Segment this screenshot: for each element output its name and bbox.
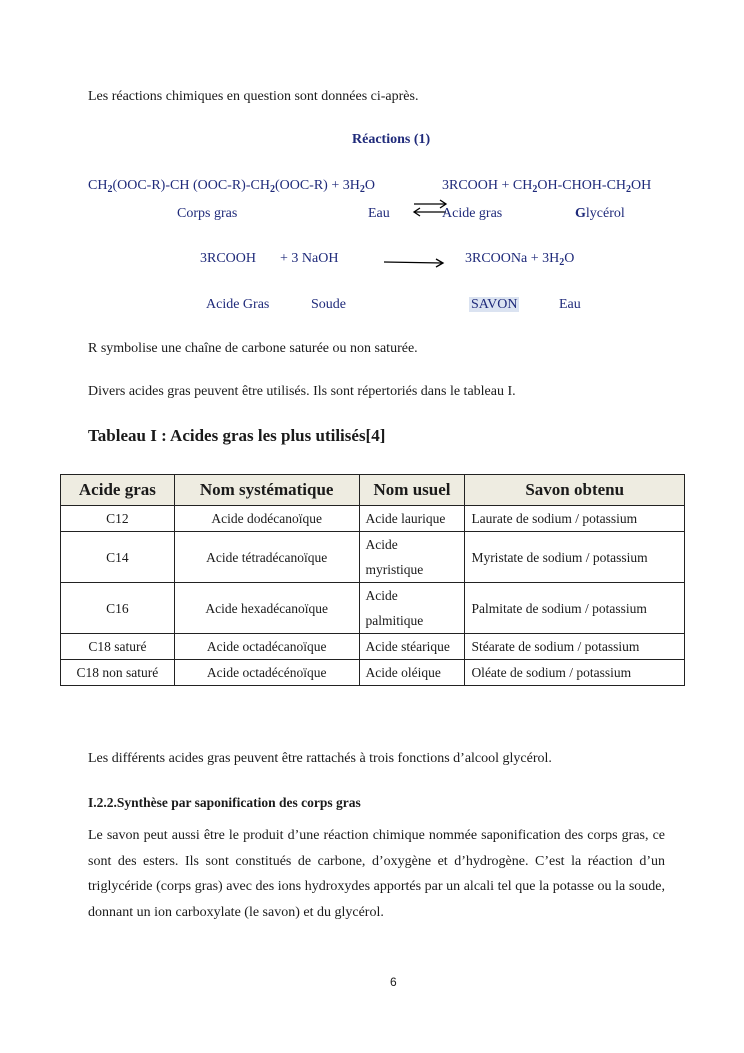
table-cell: Acide hexadécanoïque bbox=[174, 583, 359, 634]
table-cell: Acide myristique bbox=[359, 532, 465, 583]
table-row bbox=[61, 634, 685, 660]
label-glycerol: Glycérol bbox=[575, 206, 625, 221]
table-cell: Acide oléique bbox=[359, 660, 465, 686]
table-row bbox=[61, 532, 685, 583]
table-cell: Acide dodécanoïque bbox=[174, 506, 359, 532]
table-cell: C14 bbox=[61, 532, 175, 583]
table-header: Savon obtenu bbox=[465, 475, 685, 506]
table-cell: Acide tétradécanoïque bbox=[174, 532, 359, 583]
table-header: Nom usuel bbox=[359, 475, 465, 506]
table-row bbox=[61, 506, 685, 532]
table-cell: Palmitate de sodium / potassium bbox=[465, 583, 685, 634]
r-note: R symbolise une chaîne de carbone saturée ou non saturée. bbox=[88, 341, 418, 356]
reaction1-right: 3RCOOH + $CH_2OH-CHOH-CH_2OH$ bbox=[442, 178, 652, 195]
table-row bbox=[61, 660, 685, 686]
label-soude: Soude bbox=[311, 297, 346, 312]
table-row bbox=[61, 583, 685, 634]
intro-text: Les réactions chimiques en question sont données ci-après. bbox=[88, 89, 419, 104]
table-cell: C12 bbox=[61, 506, 175, 532]
table-cell: C18 saturé bbox=[61, 634, 175, 660]
table-cell: Myristate de sodium / potassium bbox=[465, 532, 685, 583]
reaction2-product: 3RCOONa + $3H_2O$ bbox=[465, 251, 575, 268]
table-cell: Acide octadécénoïque bbox=[174, 660, 359, 686]
page-number: 6 bbox=[390, 975, 397, 989]
reaction-arrow-icon bbox=[382, 256, 448, 270]
table-cell: Oléate de sodium / potassium bbox=[465, 660, 685, 686]
label-acide-gras: Acide gras bbox=[442, 206, 503, 221]
table-cell: C18 non saturé bbox=[61, 660, 175, 686]
reaction1-left: $CH_2(OOC-R)-CH$ $(OOC-R)-CH_2(OOC-R) + 3H_2O$ bbox=[88, 178, 375, 195]
table-cell: Acide stéarique bbox=[359, 634, 465, 660]
table-header: Nom systématique bbox=[174, 475, 359, 506]
label-corps-gras: Corps gras bbox=[177, 206, 238, 221]
after-table-text: Les différents acides gras peuvent être rattachés à trois fonctions d’alcool glycérol. bbox=[88, 751, 552, 766]
table-header-row bbox=[61, 475, 685, 506]
table-header: Acide gras bbox=[61, 475, 175, 506]
divers-text: Divers acides gras peuvent être utilisés. Ils sont répertoriés dans le tableau I. bbox=[88, 384, 516, 399]
table-cell: Acide octadécanoïque bbox=[174, 634, 359, 660]
fatty-acids-table bbox=[60, 474, 685, 686]
section-paragraph: Le savon peut aussi être le produit d’une réaction chimique nommée saponification des corps gras, ce sont des esters. Ils sont constitués de carbone, d’oxygène et d’hydrogène. C’est la réaction d’un triglycéride (corps gras) avec des ions hydroxydes apportés par un alcali tel que la potasse ou la soude, donnant un ion carboxylate (le savon) et du glycérol. bbox=[88, 828, 665, 920]
table-cell: Acide palmitique bbox=[359, 583, 465, 634]
label-savon: SAVON bbox=[471, 297, 518, 312]
section-heading: I.2.2.Synthèse par saponification des corps gras bbox=[88, 795, 361, 810]
table-cell: C16 bbox=[61, 583, 175, 634]
table-title: Tableau I : Acides gras les plus utilisés[4] bbox=[88, 426, 386, 445]
reaction2-reactant2: + 3 NaOH bbox=[280, 251, 339, 266]
table-cell: Acide laurique bbox=[359, 506, 465, 532]
label-eau-1: Eau bbox=[368, 206, 390, 221]
reaction2-reactant1: 3RCOOH bbox=[200, 251, 257, 266]
label-eau-2: Eau bbox=[559, 297, 581, 312]
label-acide-gras-2: Acide Gras bbox=[206, 297, 270, 312]
table-cell: Stéarate de sodium / potassium bbox=[465, 634, 685, 660]
reactions-title: Réactions (1) bbox=[352, 132, 431, 147]
table-cell: Laurate de sodium / potassium bbox=[465, 506, 685, 532]
